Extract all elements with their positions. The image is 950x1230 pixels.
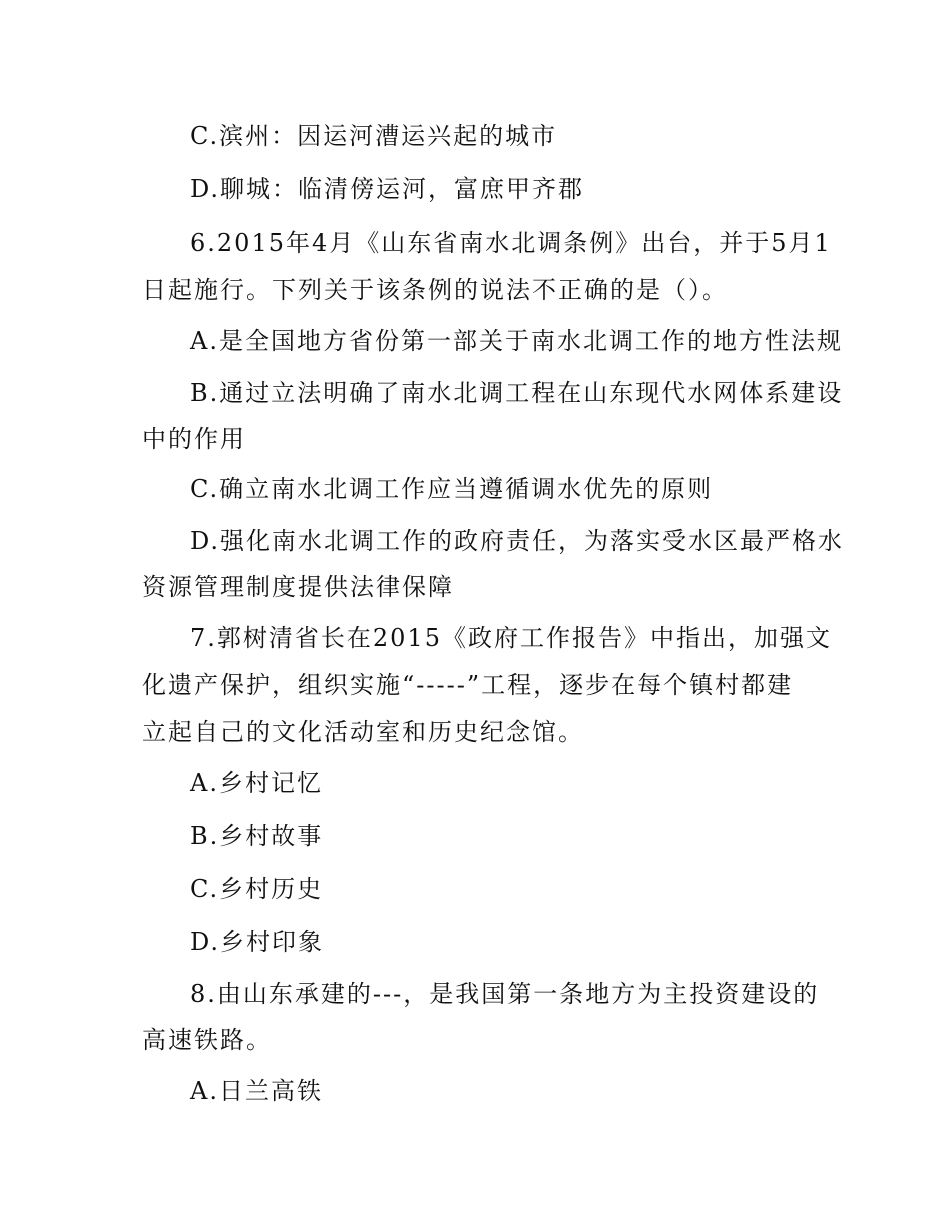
q7-option-d: D.乡村印象 (190, 928, 325, 956)
q7-stem-line-2: 化遗产保护，组织实施“-----”工程，逐步在每个镇村都建 (142, 671, 794, 699)
q6-stem-line-1: 6.2015年4月《山东省南水北调条例》出台，并于5月1 (190, 229, 832, 257)
q5-option-c: C.滨州：因运河漕运兴起的城市 (190, 122, 558, 150)
q5-option-d: D.聊城：临清傍运河，富庶甲齐郡 (190, 175, 585, 203)
q6-option-b-line-1: B.通过立法明确了南水北调工程在山东现代水网体系建设 (190, 379, 844, 407)
q8-stem-line-2: 高速铁路。 (142, 1026, 272, 1054)
q6-option-d-line-2: 资源管理制度提供法律保障 (142, 573, 454, 601)
q6-option-a: A.是全国地方省份第一部关于南水北调工作的地方性法规 (190, 327, 843, 355)
q6-stem-line-2: 日起施行。下列关于该条例的说法不正确的是（）。 (142, 276, 728, 304)
q6-option-d-line-1: D.强化南水北调工作的政府责任，为落实受水区最严格水 (190, 527, 845, 555)
q7-option-b: B.乡村故事 (190, 822, 324, 850)
q7-stem-line-1: 7.郭树清省长在2015《政府工作报告》中指出，加强文 (190, 624, 832, 652)
q7-stem-line-3: 立起自己的文化活动室和历史纪念馆。 (142, 718, 584, 746)
q6-option-c: C.确立南水北调工作应当遵循调水优先的原则 (190, 475, 714, 503)
q6-option-b-line-2: 中的作用 (142, 425, 246, 453)
q7-option-c: C.乡村历史 (190, 875, 324, 903)
q8-stem-line-1: 8.由山东承建的---，是我国第一条地方为主投资建设的 (190, 980, 820, 1008)
q7-option-a: A.乡村记忆 (190, 769, 323, 797)
q8-option-a: A.日兰高铁 (190, 1077, 323, 1105)
